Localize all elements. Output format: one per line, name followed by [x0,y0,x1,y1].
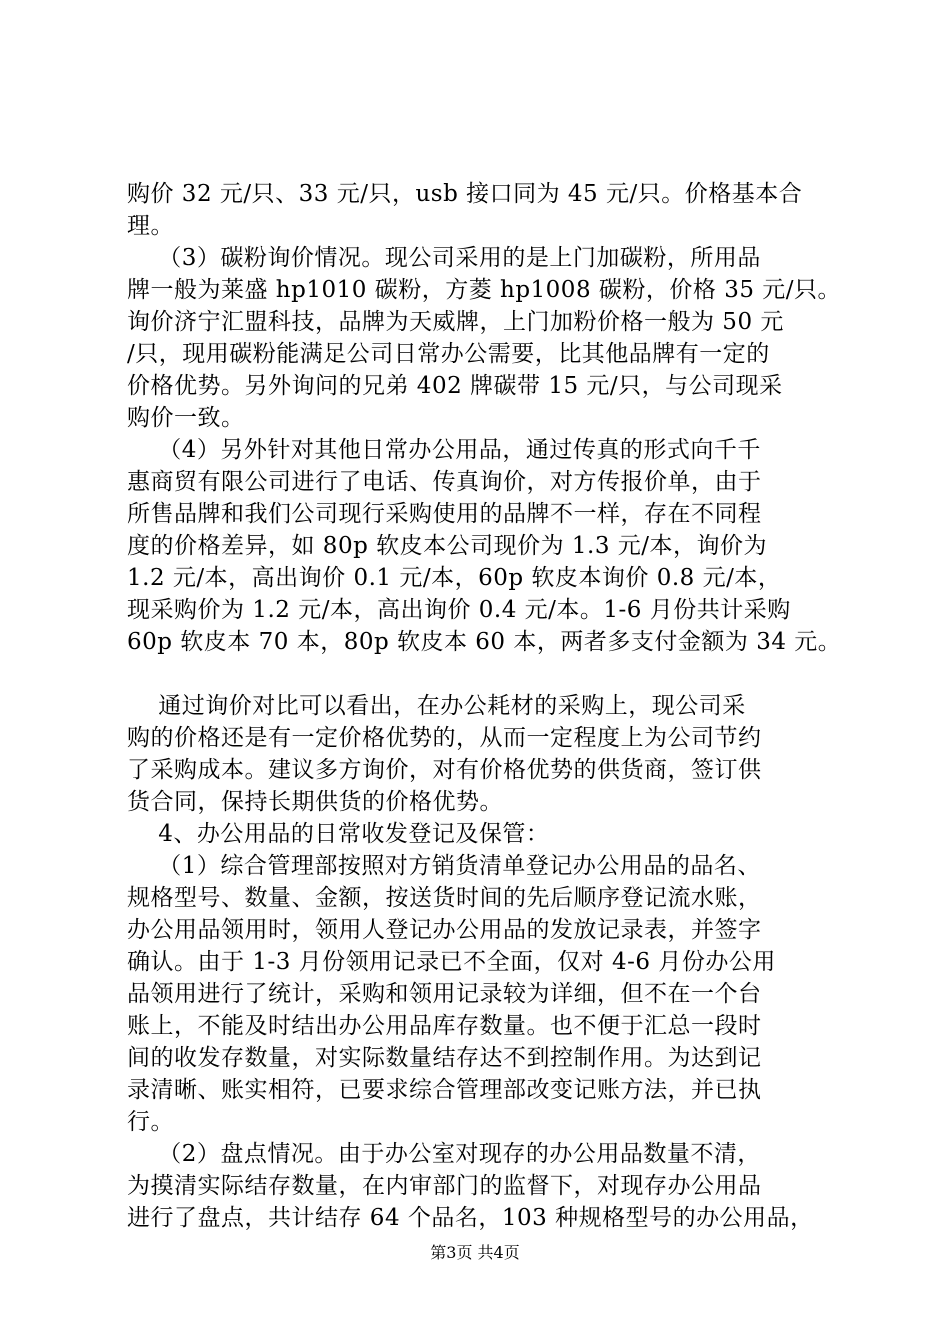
text-line: 牌一般为莱盛 hp1010 碳粉，方菱 hp1008 碳粉，价格 35 元/只。 [127,277,842,303]
text-line: 规格型号、数量、金额，按送货时间的先后顺序登记流水账， [127,885,762,911]
text-line: 度的价格差异，如 80p 软皮本公司现价为 1.3 元/本，询价为 [127,533,768,559]
text-line: 录清晰、账实相符，已要求综合管理部改变记账方法，并已执 [127,1077,762,1103]
text-line: 进行了盘点，共计结存 64 个品名，103 种规格型号的办公用品， [127,1205,814,1231]
text-line: 询价济宁汇盟科技，品牌为天威牌，上门加粉价格一般为 50 元 [127,309,784,335]
text-line: /只，现用碳粉能满足公司日常办公需要，比其他品牌有一定的 [127,341,770,367]
text-line: （3）碳粉询价情况。现公司采用的是上门加碳粉，所用品 [127,245,761,271]
text-line: 价格优势。另外询问的兄弟 402 牌碳带 15 元/只，与公司现采 [127,373,783,399]
text-line: 购价一致。 [127,405,245,431]
text-line: 为摸清实际结存数量，在内审部门的监督下，对现存办公用品 [127,1173,762,1199]
text-line: 间的收发存数量，对实际数量结存达不到控制作用。为达到记 [127,1045,762,1071]
text-line: 品领用进行了统计，采购和领用记录较为详细，但不在一个台 [127,981,762,1007]
text-line: 购价 32 元/只、33 元/只，usb 接口同为 45 元/只。价格基本合 [127,181,803,207]
text-line: 行。 [127,1109,174,1135]
text-line: 惠商贸有限公司进行了电话、传真询价，对方传报价单，由于 [127,469,762,495]
text-line: 了采购成本。建议多方询价，对有价格优势的供货商，签订供 [127,757,762,783]
text-line: 货合同，保持长期供货的价格优势。 [127,789,503,815]
text-line: 购的价格还是有一定价格优势的，从而一定程度上为公司节约 [127,725,762,751]
text-line: （1）综合管理部按照对方销货清单登记办公用品的品名、 [127,853,761,879]
text-line: 现采购价为 1.2 元/本，高出询价 0.4 元/本。1-6 月份共计采购 [127,597,791,623]
text-line: 账上，不能及时结出办公用品库存数量。也不便于汇总一段时 [127,1013,762,1039]
text-line: 4、办公用品的日常收发登记及保管： [127,821,550,847]
text-line: 所售品牌和我们公司现行采购使用的品牌不一样，存在不同程 [127,501,762,527]
text-line: 理。 [127,213,174,239]
text-line: 1.2 元/本，高出询价 0.1 元/本，60p 软皮本询价 0.8 元/本， [127,565,782,591]
text-line: 通过询价对比可以看出，在办公耗材的采购上，现公司采 [127,693,746,719]
text-line: 60p 软皮本 70 本，80p 软皮本 60 本，两者多支付金额为 34 元。 [127,629,842,655]
text-line: （4）另外针对其他日常办公用品，通过传真的形式向千千 [127,437,761,463]
text-line: （2）盘点情况。由于办公室对现存的办公用品数量不清， [127,1141,761,1167]
page-number-footer: 第3页 共4页 [430,1243,520,1262]
text-line: 办公用品领用时，领用人登记办公用品的发放记录表，并签字 [127,917,762,943]
text-line: 确认。由于 1-3 月份领用记录已不全面，仅对 4-6 月份办公用 [127,949,776,975]
